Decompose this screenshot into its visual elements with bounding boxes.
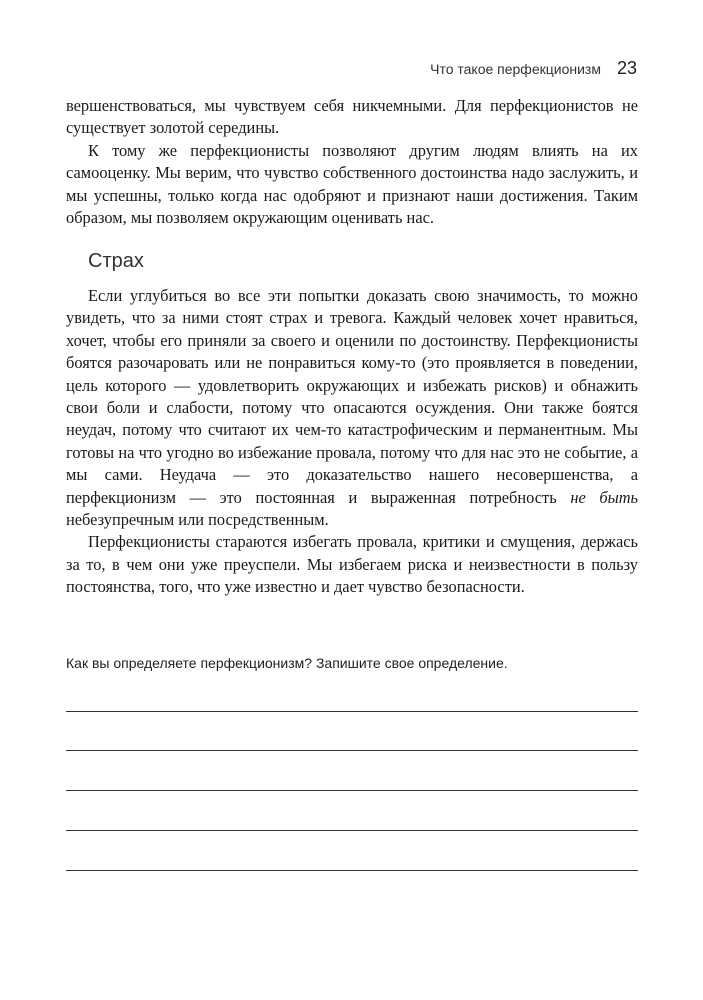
running-head — [430, 58, 637, 79]
paragraph-self-esteem: К тому же перфекционисты позволяют другим людям влиять на их самооценку. Мы верим, что чувство собственного достоинства надо заслужить, и мы успешны, только когда нас одобряют и признают наши достижения. Таким образом, мы позволяем окружающим оценивать нас. — [66, 140, 638, 228]
paragraph-continuation: вершенствоваться, мы чувствуем себя никчемными. Для перфекционистов не существует золотой середины. — [66, 96, 638, 138]
section-heading: Страх — [88, 250, 144, 272]
section-text-block — [66, 285, 638, 599]
answer-line-1[interactable] — [66, 711, 638, 712]
chapter-title: Что такое перфекционизм — [430, 61, 601, 77]
paragraph-fear — [66, 285, 638, 531]
paragraph-avoidance: Перфекционисты стараются избегать провала, критики и смущения, держась за то, в чем они уже преуспели. Мы избегаем риска и неизвестности в пользу постоянства, того, что уже известно и дает чувство безопасности. — [66, 532, 638, 597]
paragraph-fear-part-2: небезупречным или посредственным. — [66, 510, 329, 530]
intro-text-block — [66, 95, 638, 229]
paragraph-fear-part-1: Если углубиться во все эти попытки доказать свою значимость, то можно увидеть, что за ними стоят страх и тревога. Каждый человек хочет нравиться, хочет, чтобы его приняли за своего и оценили по достоинству. Перфекционисты боятся разочаровать или не понравиться кому-то (это проявляется в поведении, цель которого — удовлетворить окружающих и избежать рисков) и обнажить свои боли и слабости, потому что опасаются осуждения. Они также боятся неудач, потому что считают их чем-то катастрофическим и перманентным. Мы готовы на что угодно во избежание провала, потому что для нас это не событие, а мы сами. Неудача — это доказательство нашего несовершенства, а перфекционизм — это постоянная и выраженная потребность — [66, 286, 638, 507]
answer-line-5[interactable] — [66, 870, 638, 871]
answer-line-3[interactable] — [66, 790, 638, 791]
page-number: 23 — [616, 58, 637, 78]
exercise-prompt: Как вы определяете перфекционизм? Запишите свое определение. — [66, 655, 508, 671]
answer-line-2[interactable] — [66, 750, 638, 751]
answer-line-4[interactable] — [66, 830, 638, 831]
emphasis-text: не быть — [570, 487, 638, 507]
